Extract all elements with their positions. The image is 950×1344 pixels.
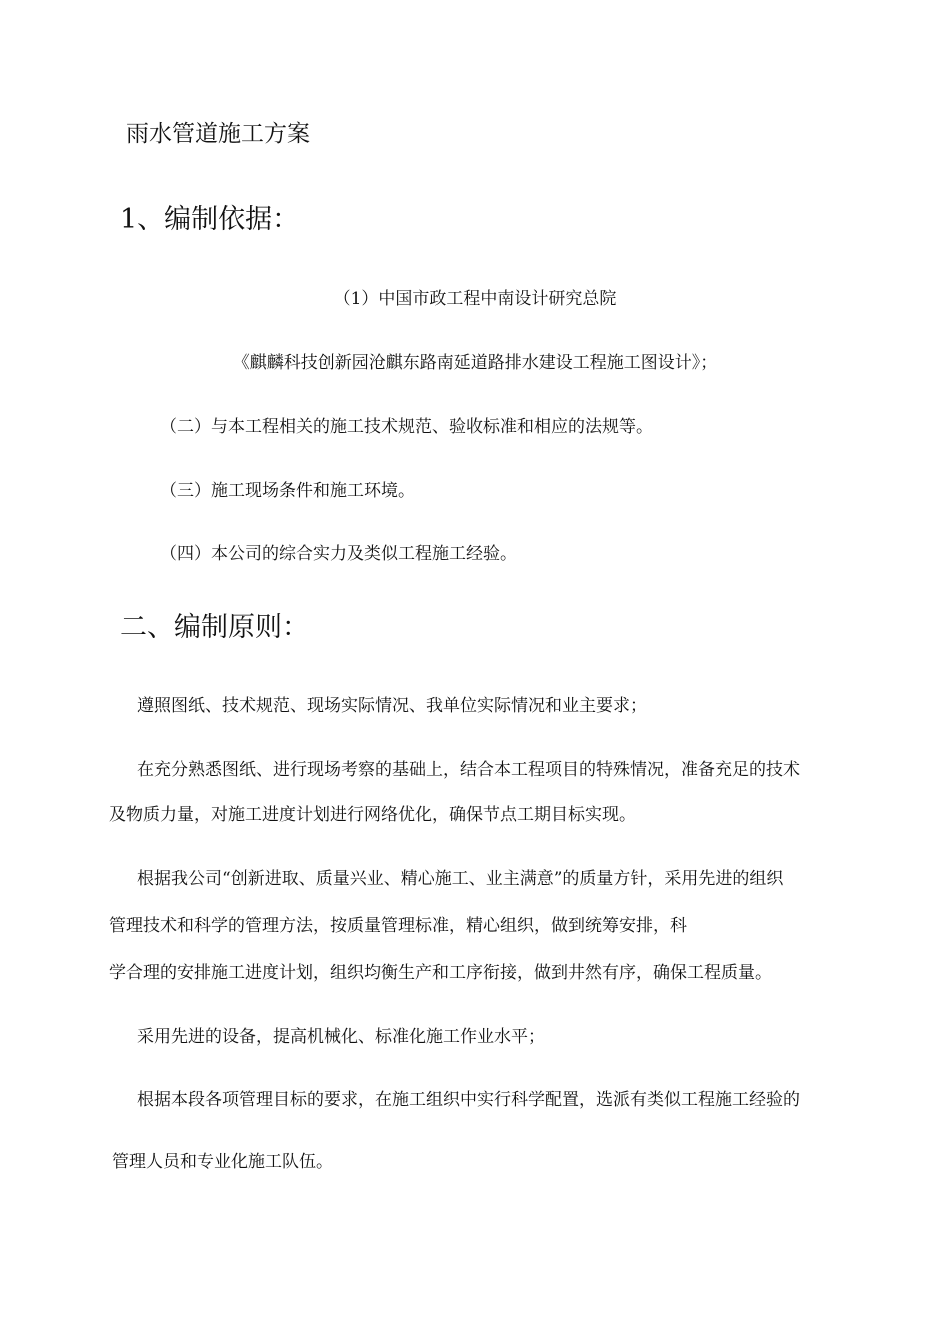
section-2-heading: 二、编制原则：: [120, 612, 309, 643]
principle-paragraph-3-line-2: 管理技术和科学的管理方法，按质量管理标准，精心组织，做到统筹安排，科: [109, 916, 687, 936]
principle-paragraph-5-line-1: 根据本段各项管理目标的要求，在施工组织中实行科学配置，选派有类似工程施工经验的: [137, 1090, 800, 1110]
principle-paragraph-3-line-1: 根据我公司“创新进取、质量兴业、精心施工、业主满意”的质量方针，采用先进的组织: [137, 869, 784, 889]
principle-paragraph-2-line-2: 及物质力量，对施工进度计划进行网络优化，确保节点工期目标实现。: [109, 805, 636, 825]
principle-paragraph-3-line-3: 学合理的安排施工进度计划，组织均衡生产和工序衔接，做到井然有序，确保工程质量。: [109, 963, 772, 983]
section-1-heading: 1、编制依据：: [120, 204, 300, 235]
principle-paragraph-1: 遵照图纸、技术规范、现场实际情况、我单位实际情况和业主要求；: [137, 696, 647, 716]
principle-paragraph-2-line-1: 在充分熟悉图纸、进行现场考察的基础上，结合本工程项目的特殊情况，准备充足的技术: [137, 760, 800, 780]
principle-paragraph-4: 采用先进的设备，提高机械化、标准化施工作业水平；: [137, 1027, 545, 1047]
principle-paragraph-5-line-2: 管理人员和专业化施工队伍。: [112, 1152, 333, 1172]
basis-item-4: （四）本公司的综合实力及类似工程施工经验。: [160, 544, 517, 564]
basis-item-1-doc-title: 《麒麟科技创新园沧麒东路南延道路排水建设工程施工图设计》；: [232, 353, 718, 373]
basis-item-3: （三）施工现场条件和施工环境。: [160, 481, 415, 501]
document-title: 雨水管道施工方案: [126, 121, 310, 147]
basis-item-2: （二）与本工程相关的施工技术规范、验收标准和相应的法规等。: [160, 417, 653, 437]
basis-item-1: （1）中国市政工程中南设计研究总院: [333, 289, 617, 309]
